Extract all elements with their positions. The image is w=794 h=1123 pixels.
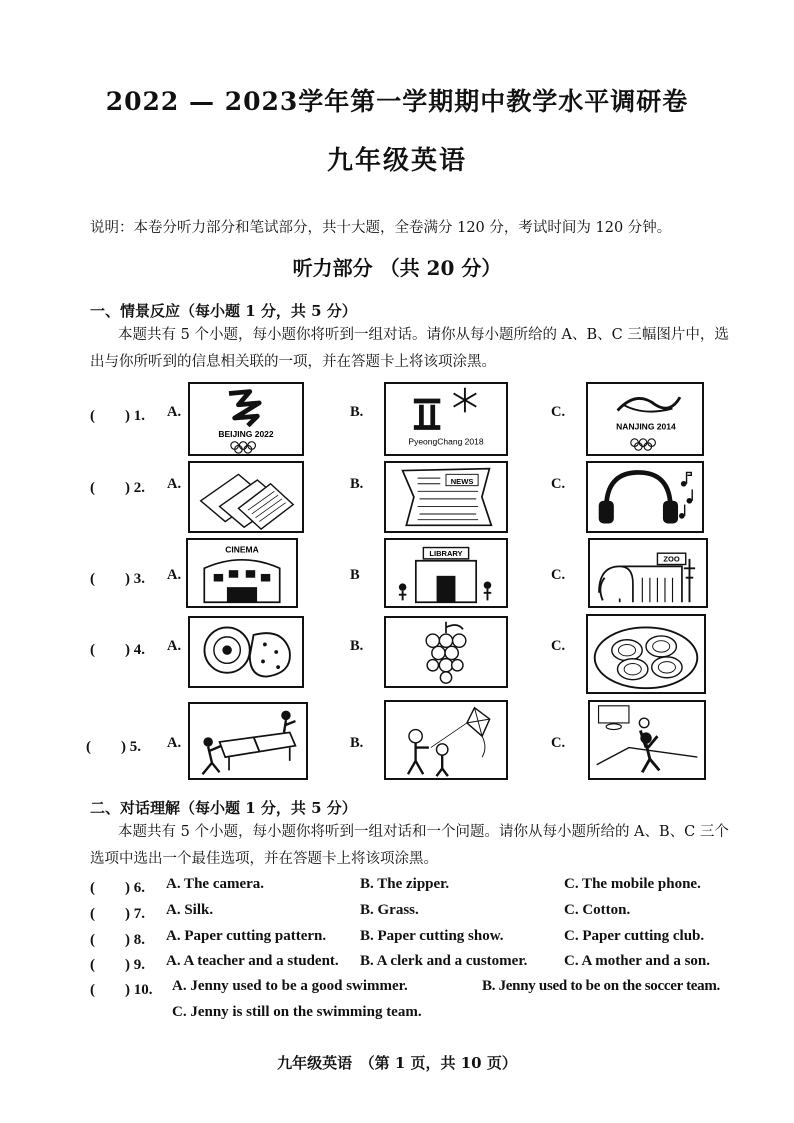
option-c-label: C.	[551, 476, 566, 492]
option-a-label: A.	[167, 567, 182, 583]
building-sign: CINEMA	[225, 544, 259, 555]
option-b: B. Grass.	[360, 902, 419, 918]
option-c: C. Jenny is still on the swimming team.	[172, 1004, 422, 1020]
picture-4c	[586, 614, 706, 694]
option-b: B. A clerk and a customer.	[360, 953, 528, 969]
section2-heading: 二、对话理解（每小题 1 分，共 5 分）	[90, 799, 357, 817]
picture-2a	[188, 461, 304, 533]
option-a: A. The camera.	[166, 876, 265, 892]
mooncakes-icon	[588, 616, 704, 692]
picture-5a	[188, 702, 308, 780]
picture-5b	[384, 700, 508, 780]
option-a: A. Jenny used to be a good swimmer.	[172, 978, 408, 994]
logo-text: BEIJING 2022	[218, 428, 274, 439]
picture-1c	[586, 382, 704, 456]
beijing-2022-logo-icon	[190, 384, 302, 454]
exam-subtitle: 九年级英语	[326, 146, 467, 176]
option-c: C. Paper cutting club.	[564, 928, 705, 944]
question-number: ( ) 5.	[86, 739, 141, 755]
option-c: C. Cotton.	[564, 902, 631, 918]
library-building-icon	[386, 540, 506, 606]
question-number: ( ) 8.	[90, 932, 145, 948]
picture-5c	[588, 700, 706, 780]
pyeongchang-2018-logo-icon	[386, 384, 506, 454]
option-c-label: C.	[551, 404, 566, 420]
option-a-label: A.	[167, 404, 182, 420]
building-sign: ZOO	[663, 554, 680, 564]
newspaper-icon	[386, 463, 506, 531]
option-c: C. A mother and a son.	[564, 953, 711, 969]
question-number: ( ) 4.	[90, 642, 145, 658]
option-a-label: A.	[167, 735, 182, 751]
page-footer: 九年级英语 （第 1 页，共 10 页）	[277, 1054, 517, 1072]
picture-2b	[384, 461, 508, 533]
option-c: C. The mobile phone.	[564, 876, 701, 892]
basketball-icon	[590, 702, 704, 778]
question-number: ( ) 6.	[90, 880, 145, 896]
option-a: A. A teacher and a student.	[166, 953, 339, 969]
zoo-gate-icon	[590, 540, 706, 606]
option-b: B. Paper cutting show.	[360, 928, 504, 944]
option-b-label: B.	[350, 404, 364, 420]
cinema-building-icon	[188, 540, 296, 606]
section1-heading: 一、情景反应（每小题 1 分，共 5 分）	[90, 302, 357, 320]
option-b: B. The zipper.	[360, 876, 450, 892]
option-c-label: C.	[551, 735, 566, 751]
table-tennis-icon	[190, 704, 306, 778]
picture-3a	[186, 538, 298, 608]
picture-4b	[384, 616, 508, 688]
option-b-label: B.	[350, 638, 364, 654]
section2-instructions: 本题共有 5 个小题，每小题你将听到一组对话和一个问题。请你从每小题所给的 A、B、C 三个选项中选出一个最佳选项，并在答题卡上将该项涂黑。	[90, 824, 729, 867]
picture-1b	[384, 382, 508, 456]
kite-flying-icon	[386, 702, 506, 778]
question-number: ( ) 10.	[90, 982, 153, 998]
option-b-label: B.	[350, 735, 364, 751]
newspaper-text: NEWS	[450, 476, 474, 486]
option-a: A. Paper cutting pattern.	[166, 928, 327, 944]
exam-instructions: 说明：本卷分听力部分和笔试部分，共十大题，全卷满分 120 分，考试时间为 120 分钟。	[90, 220, 672, 236]
picture-3b	[384, 538, 508, 608]
question-number: ( ) 7.	[90, 906, 145, 922]
nanjing-2014-logo-icon	[588, 384, 702, 454]
option-b: B. Jenny used to be on the soccer team.	[482, 978, 721, 994]
picture-2c	[586, 461, 704, 533]
listening-title: 听力部分 （共 20 分）	[292, 256, 502, 280]
exam-title: 2022 — 2023学年第一学期期中教学水平调研卷	[105, 87, 689, 116]
option-c-label: C.	[551, 567, 566, 583]
headphones-music-icon	[588, 463, 702, 531]
option-b-label: B	[350, 567, 360, 583]
grapes-icon	[386, 618, 506, 686]
option-a: A. Silk.	[166, 902, 214, 918]
option-b-label: B.	[350, 476, 364, 492]
option-a-label: A.	[167, 476, 182, 492]
section1-instructions: 本题共有 5 个小题，每小题你将听到一组对话。请你从每小题所给的 A、B、C 三幅图片中，选出与你所听到的信息相关联的一项，并在答题卡上将该项涂黑。	[90, 327, 729, 370]
cookies-icon	[190, 618, 302, 686]
option-a-label: A.	[167, 638, 182, 654]
building-sign: LIBRARY	[429, 549, 463, 559]
picture-4a	[188, 616, 304, 688]
logo-text: NANJING 2014	[616, 421, 676, 432]
papers-icon	[190, 463, 302, 531]
picture-1a	[188, 382, 304, 456]
question-number: ( ) 9.	[90, 957, 145, 973]
question-number: ( ) 1.	[90, 408, 145, 424]
option-c-label: C.	[551, 638, 566, 654]
question-number: ( ) 3.	[90, 571, 145, 587]
picture-3c	[588, 538, 708, 608]
question-number: ( ) 2.	[90, 480, 145, 496]
logo-text: PyeongChang 2018	[408, 436, 484, 447]
